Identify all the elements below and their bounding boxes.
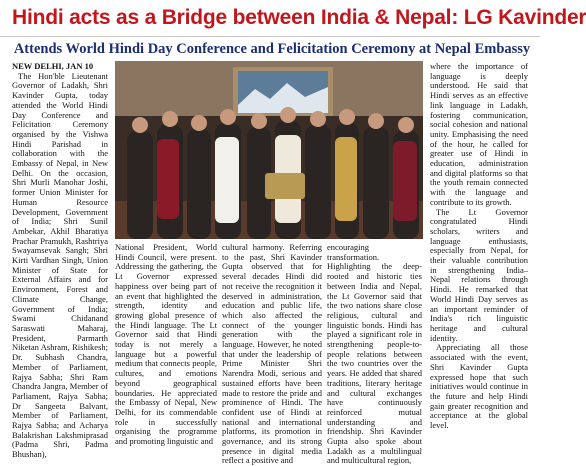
column-3-text: cultural harmony. Referring to the past, Shri Kavinder Gupta observed that for several decades Hindi did not receive the recognition it deserved in administration, education and public life, which also affected the connect of the younger generation with the language. However, he noted that under the leadership of Prime Minister Shri Narendra Modi, serious and sustained efforts have been made to restore the pride and prominence of Hindi. The confident use of Hindi at national and international platforms, its promotion in governance, and its strong presence in digital media reflect a positive and [222, 242, 322, 466]
subheadline: Attends World Hindi Day Conference and Felicitation Ceremony at Nepal Embassy [13, 41, 531, 57]
headline-divider [0, 36, 540, 37]
column-5-paragraph-3: Appreciating all those associated with the event, Shri Kavinder Gupta expressed hope that such initiatives would continue in the future and help Hindi gain greater recognition and acceptance at the global level. [430, 342, 528, 431]
article-column-4 [327, 242, 422, 466]
article-column-2 [115, 243, 217, 451]
column-5-paragraph-2: The Lt Governor congratulated Hindi scholars, writers and language enthusiasts, especially from Nepal, for their valuable contribution in strengthening India–Nepal relations through Hindi. He remarked that World Hindi Day serves as an important reminder of India's rich linguistic heritage and cultural identity. [430, 206, 528, 343]
column-4-text: encouraging transformation. Highlighting the deep-rooted and historic ties between India and Nepal, the Lt Governor said that the two nations share close religious, cultural and linguistic bonds. Hindi has played a significant role in strengthening people-to-people relations between the two countries over the years. He added that shared traditions, literary heritage and cultural exchanges have continuously reinforced mutual understanding and friendship. Shri Kavinder Gupta also spoke about Ladakh as a multilingual and multicultural region, [327, 242, 422, 466]
news-photo [115, 61, 423, 239]
column-1-text: The Hon'ble Lieutenant Governor of Ladakh, Shri Kavinder Gupta, today attended the World Hindi Day Conference and Felicitation Ceremony organised by the Vishwa Hindi Parishad in collaboration with the Embassy of Nepal, in New Delhi. On the occasion, Shri Murli Manohar Joshi, former Union Minister for Human Resource Development, Government of India; Shri Sunil Ambekar, Akhil Bharatiya Prachar Pramukh, Rashtriya Swayamsevak Sangh; Shri Kirti Vardhan Singh, Union Minister of State for External Affairs and for Environment, Forest and Climate Change, Government of India; Swami Chidanand Saraswati Maharaj, President, Parmarth Niketan Ashram, Rishikesh; Dr. Subhash Chandra, Member of Parliament, Rajya Sabha; Shri Ram Chandra Jangra, Member of Parliament, Rajya Sabha; Dr Sangeeta Balvant, Member of Parliament, Rajya Sabha; and Acharya Balakrishan Lakshmiprasad (Padma Shri, Padma Bhushan), [12, 70, 108, 460]
dateline: NEW DELHI, JAN 10 [12, 61, 94, 71]
article-column-3 [222, 242, 322, 466]
column-5-paragraph-1: where the importance of language is deeply understood. He said that Hindi serves as an effective link language in Ladakh, fostering communication, social cohesion and national unity. Emphasising the need of the hour, he called for greater use of Hindi in education, administration and digital platforms so that the youth remain connected with the language and contribute to its growth. [430, 61, 528, 207]
column-2-text: National President, World Hindi Council, were present. Addressing the gathering, the Lt Governor expressed happiness over being part of an event that highlighted the strength, identity and growing global presence of the Hindi language. The Lt Governor said that Hindi today is not merely a language but a powerful medium that connects people, cultures, and emotions beyond geographical boundaries. He appreciated the Embassy of Nepal, New Delhi, for its commendable role in successfully organising the programme and promoting linguistic and [115, 242, 217, 447]
group-photo-image [115, 61, 423, 239]
article-column-5 [430, 62, 528, 451]
article-column-1 [12, 61, 108, 460]
headline: Hindi acts as a Bridge between India & Nepal: LG Kavinder [12, 6, 586, 29]
